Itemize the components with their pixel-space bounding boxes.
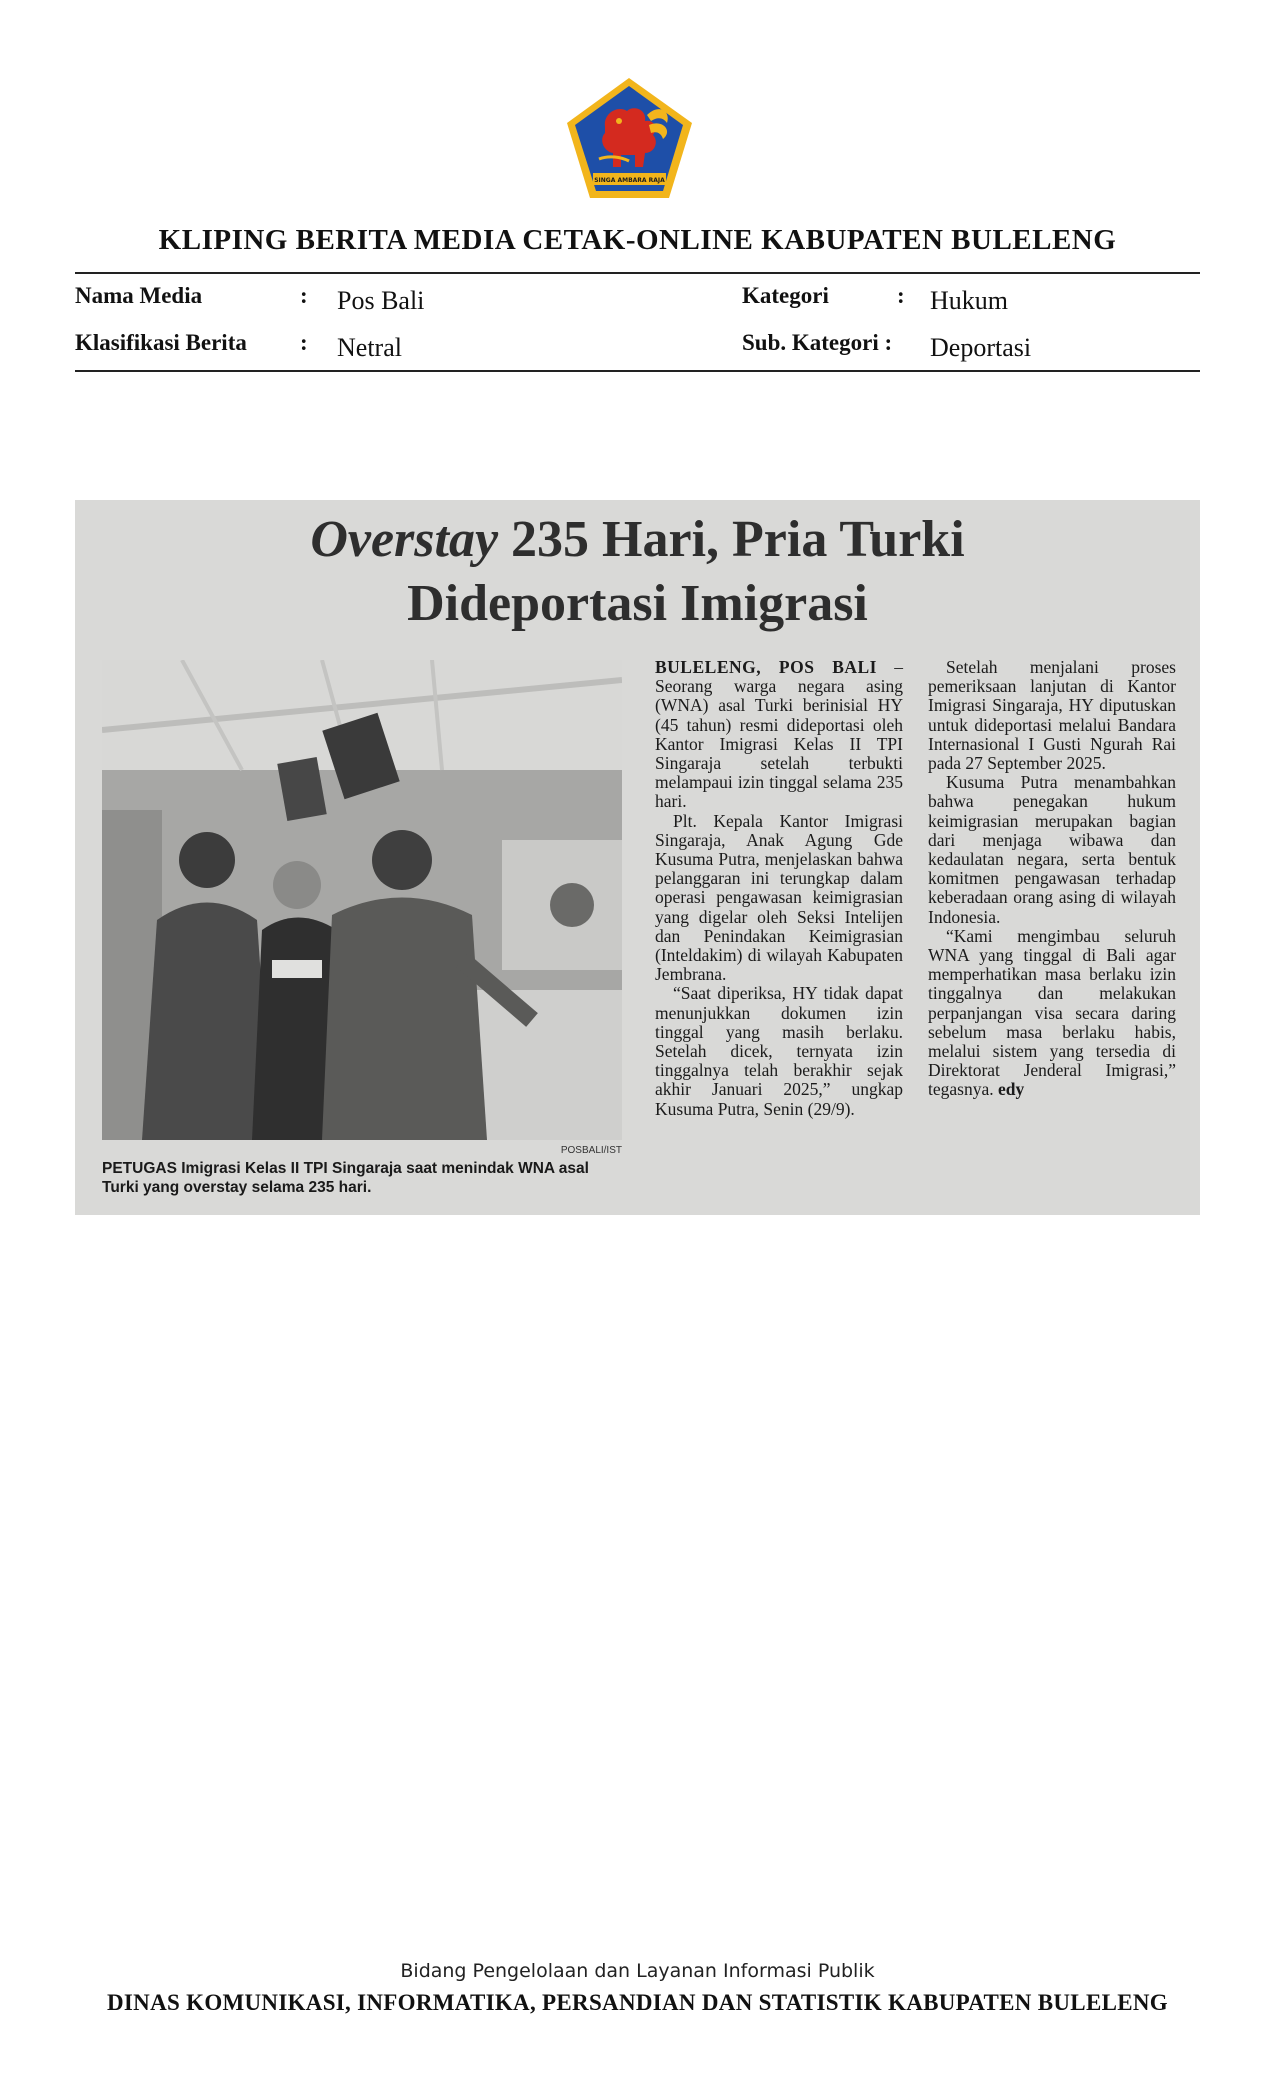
subkategori-label: Sub. Kategori :: [742, 330, 893, 355]
page-title: KLIPING BERITA MEDIA CETAK-ONLINE KABUPATEN BULELENG: [158, 224, 1117, 256]
footer-agency: DINAS KOMUNIKASI, INFORMATIKA, PERSANDIAN DAN STATISTIK KABUPATEN BULELENG: [107, 1990, 1168, 2015]
photo-credit: POSBALI/IST: [560, 1145, 622, 1156]
headline-line-2: Dideportasi Imigrasi: [407, 575, 868, 632]
byline: edy: [997, 1079, 1025, 1100]
media-colon: :: [300, 283, 308, 308]
dateline: BULELENG, POS BALI: [655, 657, 877, 677]
header-divider-bottom: [75, 370, 1200, 372]
kategori-colon: :: [897, 283, 905, 308]
photo-caption: PETUGAS Imigrasi Kelas II TPI Singaraja saat menindak WNA asal Turki yang overstay selama 235 hari.: [102, 1160, 589, 1196]
paragraph-6-text: “Kami mengimbau seluruh WNA yang tinggal di Bali agar memperhatikan masa berlaku izin tinggalnya dan melakukan perpanjangan visa secara daring sebelum masa berlaku habis, melalui sistem yang tersedia di Direktorat Jenderal Imigrasi,” tegasnya.: [928, 925, 1176, 1100]
article-photo: [102, 660, 622, 1140]
article-column-2: [928, 658, 1176, 1100]
article-paragraph-5: Kusuma Putra menambahkan bahwa penegakan hukum keimigrasian merupakan bagian dari menjaga wibawa dan kedaulatan negara, serta bentuk komitmen pengawasan terhadap keberadaan orang asing di wilayah Indonesia.: [928, 772, 1176, 927]
headline-italic-word: Overstay: [310, 511, 499, 568]
buleleng-emblem-logo: [563, 75, 696, 201]
media-value: Pos Bali: [337, 286, 425, 315]
klasifikasi-label: Klasifikasi Berita: [75, 330, 247, 355]
article-paragraph-3: “Saat diperiksa, HY tidak dapat menunjukkan dokumen izin tinggal yang masih berlaku. Setelah dicek, ternyata izin tinggalnya telah berakhir sejak akhir Januari 2025,” ungkap Kusuma Putra, Senin (29/9).: [655, 983, 903, 1119]
article-paragraph-1: [655, 658, 903, 812]
header-divider-top: [75, 272, 1200, 274]
logo-motto-text: SINGA AMBARA RAJA: [594, 177, 665, 184]
klasifikasi-colon: :: [300, 330, 308, 355]
article-column-1: [655, 658, 903, 1119]
article-paragraph-2: Plt. Kepala Kantor Imigrasi Singaraja, Anak Agung Gde Kusuma Putra, menjelaskan bahwa pelanggaran ini terungkap dalam operasi pengawasan keimigrasian yang digelar oleh Seksi Intelijen dan Penindakan Keimigrasian (Inteldakim) di wilayah Kabupaten Jembrana.: [655, 810, 903, 985]
kategori-label: Kategori: [742, 283, 829, 308]
headline-line-1: [75, 511, 1200, 568]
article-paragraph-4: Setelah menjalani proses pemeriksaan lanjutan di Kantor Imigrasi Singaraja, HY diputuskan untuk dideportasi melalui Bandara Internasional I Gusti Ngurah Rai pada 27 September 2025.: [928, 657, 1176, 774]
newspaper-clipping: [75, 500, 1200, 1215]
headline-rest: 235 Hari, Pria Turki: [498, 511, 965, 568]
paragraph-1-text: – Seorang warga negara asing (WNA) asal Turki berinisial HY (45 tahun) resmi dideportasi oleh Kantor Imigrasi Kelas II TPI Singaraja setelah terbukti melampaui izin tinggal selama 235 hari.: [655, 657, 903, 812]
klasifikasi-value: Netral: [337, 333, 402, 362]
media-label: Nama Media: [75, 283, 203, 308]
article-paragraph-6: [928, 927, 1176, 1100]
footer-department: Bidang Pengelolaan dan Layanan Informasi Publik: [400, 1960, 875, 1982]
kategori-value: Hukum: [930, 286, 1008, 315]
subkategori-value: Deportasi: [930, 333, 1032, 362]
